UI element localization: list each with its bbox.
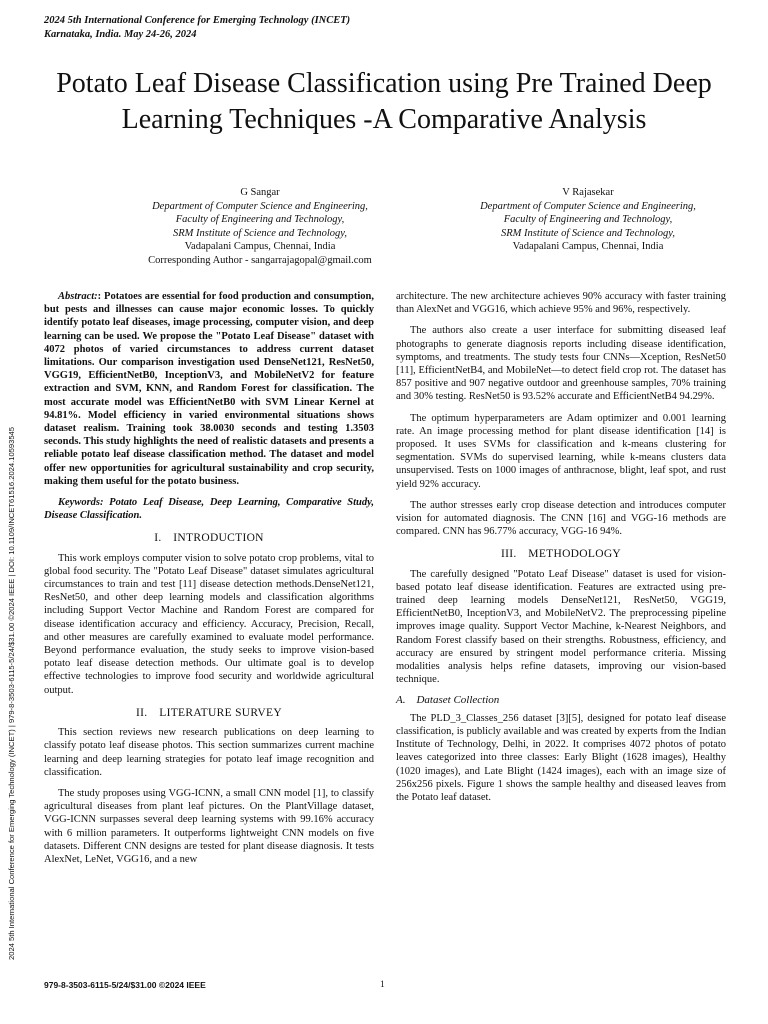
paragraph: This section reviews new research publications on deep learning to classify potato leaf disease photos. This section summarizes current machine learning and deep learning strategies for potato leaf image recognition and classification.	[44, 727, 374, 778]
paragraph: The optimum hyperparameters are Adam optimizer and 0.001 learning rate. An image processing method for plant disease identification [14] is proposed. It uses SVMs for classification and k-means clustering for segmentation. SVMs do supervised learning, while k-means clusters data unsupervised. Tests on 1000 images of anthracnose, blight, leaf spot, and rust yield 92% accuracy.	[396, 412, 726, 490]
footer-isbn: 979-8-3503-6115-5/24/$31.00 ©2024 IEEE	[44, 980, 206, 990]
paper-title: Potato Leaf Disease Classification using Pre Trained Deep Learning Techniques -A Comparative Analysis	[56, 68, 712, 135]
paragraph: architecture. The new architecture achieves 90% accuracy with faster training than AlexNet and VGG16, which achieve 95% and 96%, respectively.	[396, 291, 726, 316]
left-column	[44, 290, 374, 874]
paragraph: This work employs computer vision to solve potato crop problems, vital to global food security. The "Potato Leaf Disease" dataset simulates agricultural circumstances to train and test [11] disease detection methods.DenseNet121, ResNet50, and other deep learning models and classification algorithms including Support Vector Machine and Random Forest are compared for disease identification accuracy and efficiency. Accuracy, Precision, Recall, and other measures are carefully examined to evaluate model performance. Beyond performance evaluation, the study seeks to improve vision-based potato leaf disease detection methods. Our ultimate goal is to develop effective technologies to improve food security and worldwide agricultural output.	[44, 552, 374, 696]
abstract-label: Abstract:	[58, 291, 98, 302]
conference-name: 2024 5th International Conference for Emerging Technology (INCET)	[44, 15, 351, 26]
side-doi-text: 2024 5th International Conference for Emerging Technology (INCET) | 979-8-3503-6115-5/24/$31.00 ©2024 IEEE | DOI: 10.1109/INCET61516.2024.10593545	[7, 426, 16, 960]
paragraph: The PLD_3_Classes_256 dataset [3][5], designed for potato leaf disease classification, is publicly available and was created by experts from the Indian Institute of Technology, Delhi, in 2022. It comprises 4072 photos of potato leaves categorized into three classes: Early Blight (1628 images), Healthy (1020 images), and Late Blight (1424 images), each with an image size of 256x256 pixels. Figure 1 shows the sample healthy and diseased leaves from the Potato leaf dataset.	[396, 712, 726, 803]
section-heading-methodology: III. METHODOLOGY	[500, 548, 622, 561]
section-heading-literature: II. LITERATURE SURVEY	[136, 706, 282, 719]
keywords-label: Keywords:	[58, 497, 104, 509]
right-column	[396, 290, 726, 812]
conference-header	[44, 14, 350, 42]
author-institute: SRM Institute of Science and Technology,	[173, 227, 347, 239]
abstract	[44, 290, 374, 488]
keywords-text: Potato Leaf Disease, Deep Learning, Comparative Study, Disease Classification.	[44, 497, 374, 522]
paragraph: The authors also create a user interface for submitting diseased leaf photographs to generate diagnosis reports including disease identification, symptoms, and treatments. The study tests four CNNs—Xception, ResNet50 [11], EfficientNetB4, and MobileNet—to detect field crop rot. The dataset has 857 positive and 907 negative outdoor and greenhouse samples, 70% training and 30% testing. ResNet50 is 93.52% accurate and EfficientNetB4 94.29%.	[396, 325, 726, 403]
abstract-text: : Potatoes are essential for food production and consumption, but pests and illnesses can cause major economic losses. To quickly identify potato leaf diseases, image processing, computer vision, and deep learning can be used. We propose the "Potato Leaf Disease" dataset with 4072 photos of varied circumstances to address current dataset limitations. Our comparison investigation used DenseNet121, ResNet50, VGG19, EfficientNetB0, InceptionV3, and MobileNetV2 for feature extraction and SVM, KNN, and Random Forest for classification. The most accurate model was EfficientNetB0 with SVM Linear Kernel at 94.81%. Model efficiency in varied environmental situations shows dataset realism. Training took 38.0030 seconds and testing 1.3503 seconds. This study highlights the need of realistic datasets and presents a reliable potato leaf disease classification method. The dataset and model offer new opportunities for agricultural sustainability and crop security, making them useful for the potato business.	[44, 291, 374, 487]
paragraph: The carefully designed "Potato Leaf Disease" dataset is used for vision-based potato leaf disease identification. Features are extracted using pre-trained deep learning models DenseNet121, ResNet50, VGG19, EfficientNetB0, InceptionV3, and MobileNetV2. The preprocessing pipeline improves image quality. Support Vector Machine, k-Nearest Neighbors, and Random Forest classify based on their strengths. Robustness, efficiency, and accuracy are ensured by stringent model performance criteria. Missing modalities analysis helps refine datasets, improving our vision-based technique.	[396, 568, 726, 686]
subsection-heading-dataset: A. Dataset Collection	[396, 694, 500, 707]
author-institute: SRM Institute of Science and Technology,	[501, 227, 675, 239]
author-campus: Vadapalani Campus, Chennai, India	[184, 241, 336, 252]
conference-location: Karnataka, India. May 24-26, 2024	[44, 29, 197, 40]
page-number: 1	[380, 980, 385, 990]
author-campus: Vadapalani Campus, Chennai, India	[512, 241, 664, 252]
author-dept: Department of Computer Science and Engineering,	[480, 200, 696, 212]
author-name: V Rajasekar	[562, 187, 614, 198]
author-block-2	[418, 186, 758, 254]
keywords	[44, 496, 374, 522]
paragraph: The author stresses early crop disease detection and introduces computer vision for automated diagnosis. The CNN [16] and VGG-16 methods are compared. CNN has 96.77% accuracy, VGG-16 94%.	[396, 499, 726, 538]
section-heading-introduction: I. INTRODUCTION	[154, 532, 264, 545]
paragraph: The study proposes using VGG-ICNN, a small CNN model [1], to classify agricultural diseases from plant leaf pictures. On the PlantVillage dataset, VGG-ICNN surpasses several deep learning systems with 99.16% accuracy with 6 million parameters. It outperforms lightweight CNN models on five datasets. Different CNN designs are tested for plant disease diagnosis. It tests AlexNet, LeNet, VGG16, and a new	[44, 787, 374, 865]
author-dept: Department of Computer Science and Engineering,	[152, 200, 368, 212]
author-name: G Sangar	[240, 187, 280, 198]
author-faculty: Faculty of Engineering and Technology,	[175, 214, 345, 225]
corresponding-author: Corresponding Author - sangarrajagopal@gmail.com	[148, 254, 372, 266]
author-block-1	[90, 186, 430, 267]
author-faculty: Faculty of Engineering and Technology,	[503, 214, 673, 225]
